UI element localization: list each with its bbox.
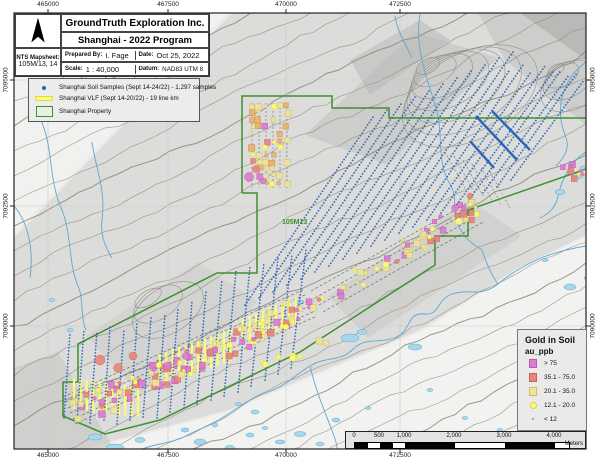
coordinate-label: 7090000 [2,313,10,339]
coordinate-label: 465000 [37,1,59,8]
scale-tick-label: 1,000 [396,433,412,439]
scale-unit-label: Meters [564,441,583,447]
nts-sheet-label: 105M13 [282,219,308,226]
legend-label: Shanghai VLF (Sept 14-20/22) - 19 line km [59,95,179,102]
coordinate-label: 7092500 [589,193,597,219]
legend-label: Shanghai Soil Samples (Sept 14-24/22) - 1,297 samples [59,84,217,91]
coordinate-label: 472500 [389,1,411,8]
coordinate-label: 467500 [157,452,179,459]
scale-tick-label: 0 [352,433,356,439]
scale-bar [345,431,586,449]
gold-class-swatch [529,387,537,396]
nts-value: 105M/13, 14 [18,61,58,69]
gold-class-swatch [529,418,537,420]
date-value: Oct 25, 2022 [156,50,200,60]
scale-tick-label: 500 [373,433,385,439]
gold-class-swatch [529,373,537,382]
gold-class-label: 35.1 - 75.0 [544,373,576,381]
gold-class-row [529,398,586,412]
coordinate-label: 467500 [157,1,179,8]
gold-class-label: > 75 [544,359,557,367]
gold-legend-subtitle: au_ppb [525,347,554,356]
legend-label: Shanghai Property [59,108,112,115]
gold-class-label: < 12 [544,415,557,423]
legend-item-property [35,106,195,117]
scale-label: Scale: [65,66,83,72]
coordinate-label: 7090000 [589,313,597,339]
gold-class-swatch [529,402,537,409]
coordinate-label: 465000 [37,452,59,459]
legend-item-soil-samples [35,84,217,91]
gold-class-row [529,384,586,398]
coordinate-label: 7092500 [2,193,10,219]
gold-legend-title: Gold in Soil [525,335,575,345]
datum-label: Datum: [138,66,160,72]
coordinate-label: 470000 [275,452,297,459]
date-label: Date: [138,52,154,58]
gold-class-label: 12.1 - 20.0 [544,401,576,409]
north-arrow-icon [16,14,60,48]
coordinate-label: 472500 [389,452,411,459]
scale-value: 1 : 40,000 [85,64,120,74]
gold-class-row [529,356,586,370]
property-outline-icon [35,106,53,117]
scale-tick-label: 3,000 [496,433,512,439]
prepared-date-row [61,48,209,62]
prepared-by-value: I. Fage [105,50,129,60]
coordinate-label: 470000 [275,1,297,8]
legend-item-vlf [35,95,195,102]
scale-bar-segments [354,442,570,449]
gold-class-row [529,370,586,384]
north-arrow [15,14,61,48]
coordinate-label: 7095000 [589,67,597,93]
vlf-line-icon [35,96,53,101]
coordinate-label: 7095000 [2,67,10,93]
program-title: Shanghai - 2022 Program [61,32,209,48]
gold-legend [517,329,587,431]
scale-datum-row [61,62,209,76]
nts-mapsheet-cell [15,48,61,76]
nts-label: NTS Mapsheet: [16,54,60,61]
company-title: GroundTruth Exploration Inc. [61,14,209,32]
gold-class-row [529,412,586,426]
scale-tick-label: 2,000 [446,433,462,439]
datum-value: NAD83 UTM 8 [162,65,204,73]
gold-class-swatch [529,359,537,368]
map-legend [28,78,217,122]
soil-sample-dot-icon [35,86,53,90]
gold-class-label: 20.1 - 35.0 [544,387,576,395]
prepared-by-label: Prepared By: [65,52,103,58]
scale-tick-label: 4,000 [546,433,562,439]
title-block [14,13,210,77]
